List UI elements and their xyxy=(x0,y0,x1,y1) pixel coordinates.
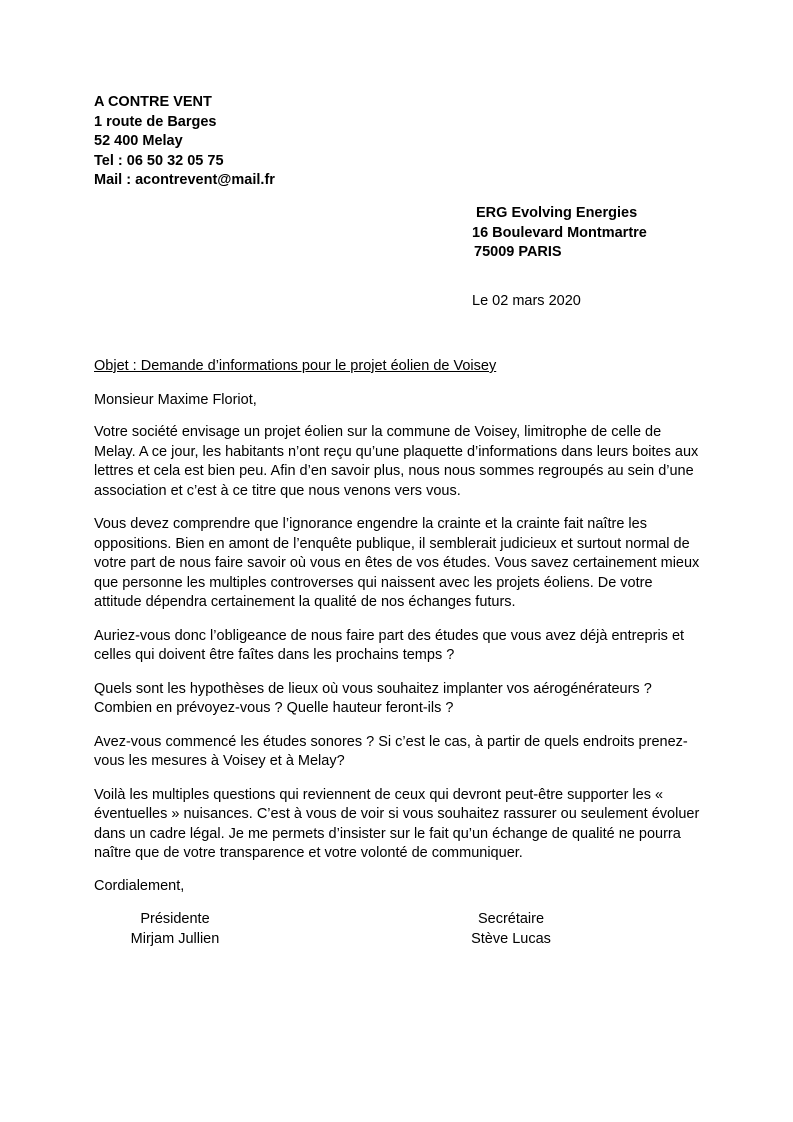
recipient-address-block xyxy=(472,204,647,263)
letter-salutation: Monsieur Maxime Floriot, xyxy=(94,392,257,408)
letter-subject: Objet : Demande d’informations pour le projet éolien de Voisey xyxy=(94,358,497,374)
signature-secretary-name: Stève Lucas xyxy=(471,931,551,947)
recipient-name: ERG Evolving Energies xyxy=(476,205,638,221)
sender-phone: Tel : 06 50 32 05 75 xyxy=(94,152,224,169)
body-paragraph-4: Quels sont les hypothèses de lieux où vous souhaitez implanter vos aérogénérateurs ? Combien en prévoyez-vous ? Quelle hauteur feront-ils ? xyxy=(94,680,652,716)
recipient-city: 75009 PARIS xyxy=(474,244,562,260)
signature-secretary-role: Secrétaire xyxy=(477,911,545,927)
sender-street: 1 route de Barges xyxy=(94,113,217,130)
recipient-street: 16 Boulevard Montmartre xyxy=(472,224,647,241)
letter-body xyxy=(94,423,700,878)
sender-address-block xyxy=(94,93,275,191)
sender-email: Mail : acontrevent@mail.fr xyxy=(94,172,275,188)
signature-president-role: Présidente xyxy=(140,911,210,927)
body-paragraph-5: Avez-vous commencé les études sonores ? Si c’est le cas, à partir de quels endroits prenez-vous les mesures à Voisey et à Melay? xyxy=(94,733,688,769)
body-paragraph-3: Auriez-vous donc l’obligeance de nous faire part des études que vous avez déjà entrepris et celles qui doivent être faîtes dans les prochains temps ? xyxy=(94,627,685,663)
sender-city: 52 400 Melay xyxy=(94,133,183,149)
signature-secretary xyxy=(455,909,567,949)
body-paragraph-1: Votre société envisage un projet éolien sur la commune de Voisey, limitrophe de celle de Melay. A ce jour, les habitants n’ont reçu qu’une plaquette d’informations dans leurs boites aux lettres et cela est bien peu. Afin d’en savoir plus, nous nous sommes regroupés au sein d’une association et c’est à ce titre que nous venons vers vous. xyxy=(94,424,699,499)
body-paragraph-6: Voilà les multiples questions qui reviennent de ceux qui devront peut-être supporter les « éventuelles » nuisances. C’est à vous de voir si vous souhaitez rassurer ou seulement évoluer dans un cadre légal. Je me permets d’insister sur le fait qu’un échange de qualité ne pourra naître que de votre transparence et votre volonté de communiquer. xyxy=(94,786,700,861)
letter-date: Le 02 mars 2020 xyxy=(472,293,581,309)
signature-president xyxy=(116,909,234,949)
sender-name: A CONTRE VENT xyxy=(94,94,212,110)
signature-president-name: Mirjam Jullien xyxy=(130,931,220,947)
body-paragraph-2: Vous devez comprendre que l’ignorance engendre la crainte et la crainte fait naître les oppositions. Bien en amont de l’enquête publique, il semblerait judicieux et surtout normal de votre part de nous faire savoir où vous en êtes de vos études. Vous savez certainement mieux que personne les multiples controverses qui naissent avec les projets éoliens. De votre attitude dépendra certainement la qualité de nos échanges futurs. xyxy=(94,516,700,610)
letter-closing: Cordialement, xyxy=(94,878,185,894)
